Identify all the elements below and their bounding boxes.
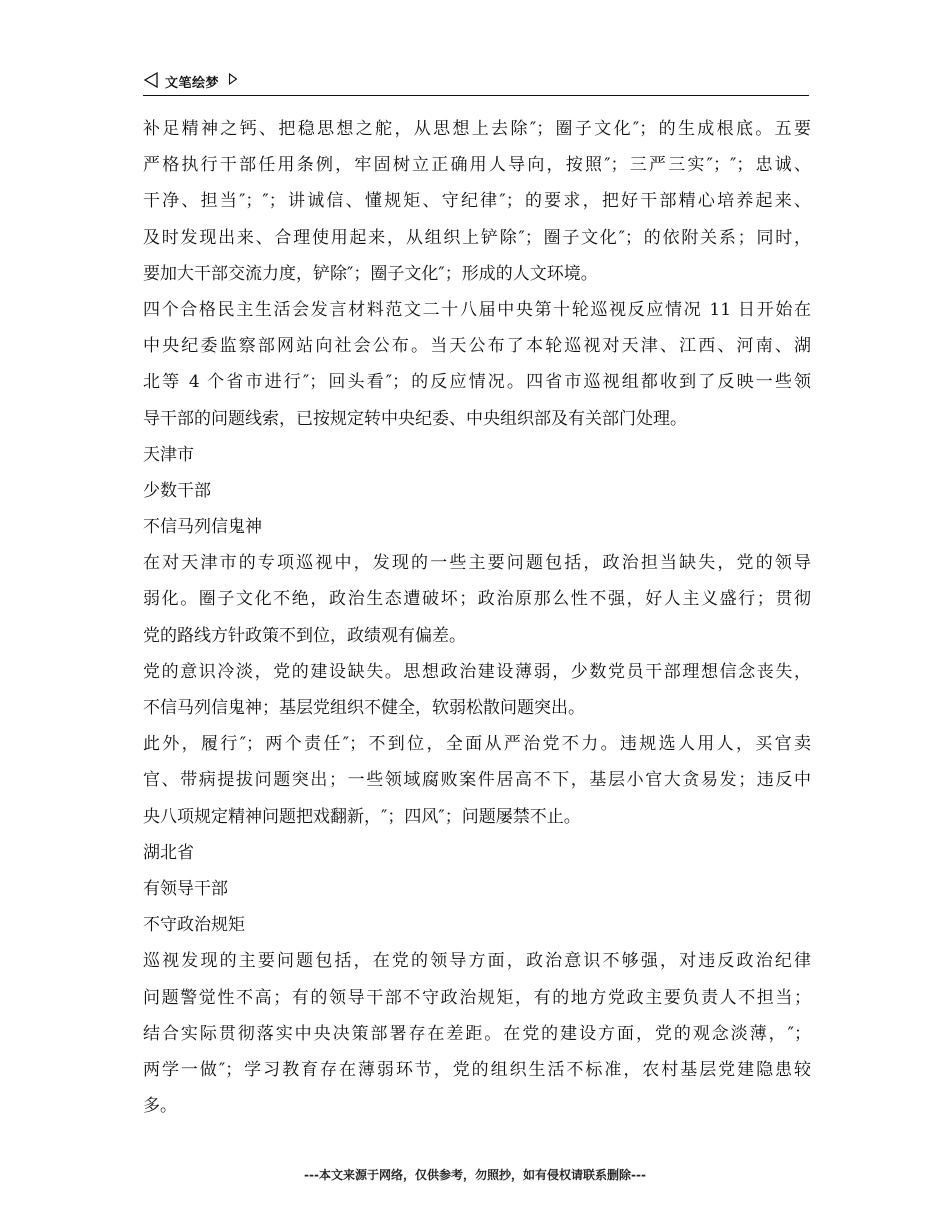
page-header	[143, 70, 809, 96]
body-line: 央八项规定精神问题把戏翻新，″；四风″；问题屡禁不止。	[143, 806, 581, 827]
body-line: 要加大干部交流力度，铲除″；圈子文化″；形成的人文环境。	[143, 263, 598, 284]
body-line: 弱化。圈子文化不绝，政治生态遭破坏；政治原那么性不强，好人主义盛行；贯彻	[143, 589, 811, 610]
section-heading: 不信马列信鬼神	[143, 517, 262, 538]
body-line: 党的意识冷淡，党的建设缺失。思想政治建设薄弱，少数党员干部理想信念丧失，	[143, 661, 811, 682]
body-line: 严格执行干部任用条例，牢固树立正确用人导向，按照″；三严三实″；″；忠诚、	[143, 155, 811, 176]
section-heading: 少数干部	[143, 480, 211, 501]
body-line: 在对天津市的专项巡视中，发现的一些主要问题包括，政治担当缺失，党的领导	[143, 553, 811, 574]
body-line: 问题警觉性不高；有的领导干部不守政治规矩，有的地方党政主要负责人不担当；	[143, 987, 811, 1008]
body-line: 巡视发现的主要问题包括，在党的领导方面，政治意识不够强，对违反政治纪律	[143, 951, 811, 972]
footer-notice: ---本文来源于网络，仅供参考，勿照抄，如有侵权请联系删除---	[304, 1168, 646, 1182]
triangle-right-outline-icon	[228, 73, 238, 85]
body-line: 多。	[143, 1096, 177, 1117]
brand-name: 文笔绘梦	[165, 76, 220, 91]
body-line: 结合实际贯彻落实中央决策部署存在差距。在党的建设方面，党的观念淡薄，″；	[143, 1023, 811, 1044]
section-heading: 湖北省	[143, 842, 194, 863]
body-text	[143, 111, 811, 1124]
body-line: 不信马列信鬼神；基层党组织不健全，软弱松散问题突出。	[143, 698, 585, 718]
body-line: 四个合格民主生活会发言材料范文二十八届中央第十轮巡视反应情况 11 日开始在	[143, 299, 811, 320]
body-line: 北等 4 个省市进行″；回头看″；的反应情况。四省市巡视组都收到了反映一些领	[143, 372, 811, 393]
header-rule	[143, 95, 809, 96]
body-line: 及时发现出来、合理使用起来，从组织上铲除″；圈子文化″；的依附关系；同时，	[143, 227, 811, 248]
triangle-left-outline-icon	[143, 72, 159, 88]
body-line: 党的路线方针政策不到位，政绩观有偏差。	[143, 625, 466, 646]
body-line: 干净、担当″；″；讲诚信、懂规矩、守纪律″；的要求，把好干部精心培养起来、	[143, 191, 811, 212]
body-line: 两学一做″；学习教育存在薄弱环节，党的组织生活不标准，农村基层党建隐患较	[143, 1059, 811, 1080]
body-line: 此外，履行″；两个责任″；不到位，全面从严治党不力。违规选人用人，买官卖	[143, 734, 811, 755]
body-line: 中央纪委监察部网站向社会公布。当天公布了本轮巡视对天津、江西、河南、湖	[143, 336, 811, 357]
body-line: 导干部的问题线索，已按规定转中央纪委、中央组织部及有关部门处理。	[143, 408, 687, 429]
section-heading: 不守政治规矩	[143, 915, 245, 936]
body-line: 补足精神之钙、把稳思想之舵，从思想上去除″；圈子文化″；的生成根底。五要	[143, 119, 811, 139]
body-line: 官、带病提拔问题突出；一些领域腐败案件居高不下，基层小官大贪易发；违反中	[143, 770, 811, 791]
section-heading: 天津市	[143, 444, 194, 465]
section-heading: 有领导干部	[143, 878, 228, 899]
